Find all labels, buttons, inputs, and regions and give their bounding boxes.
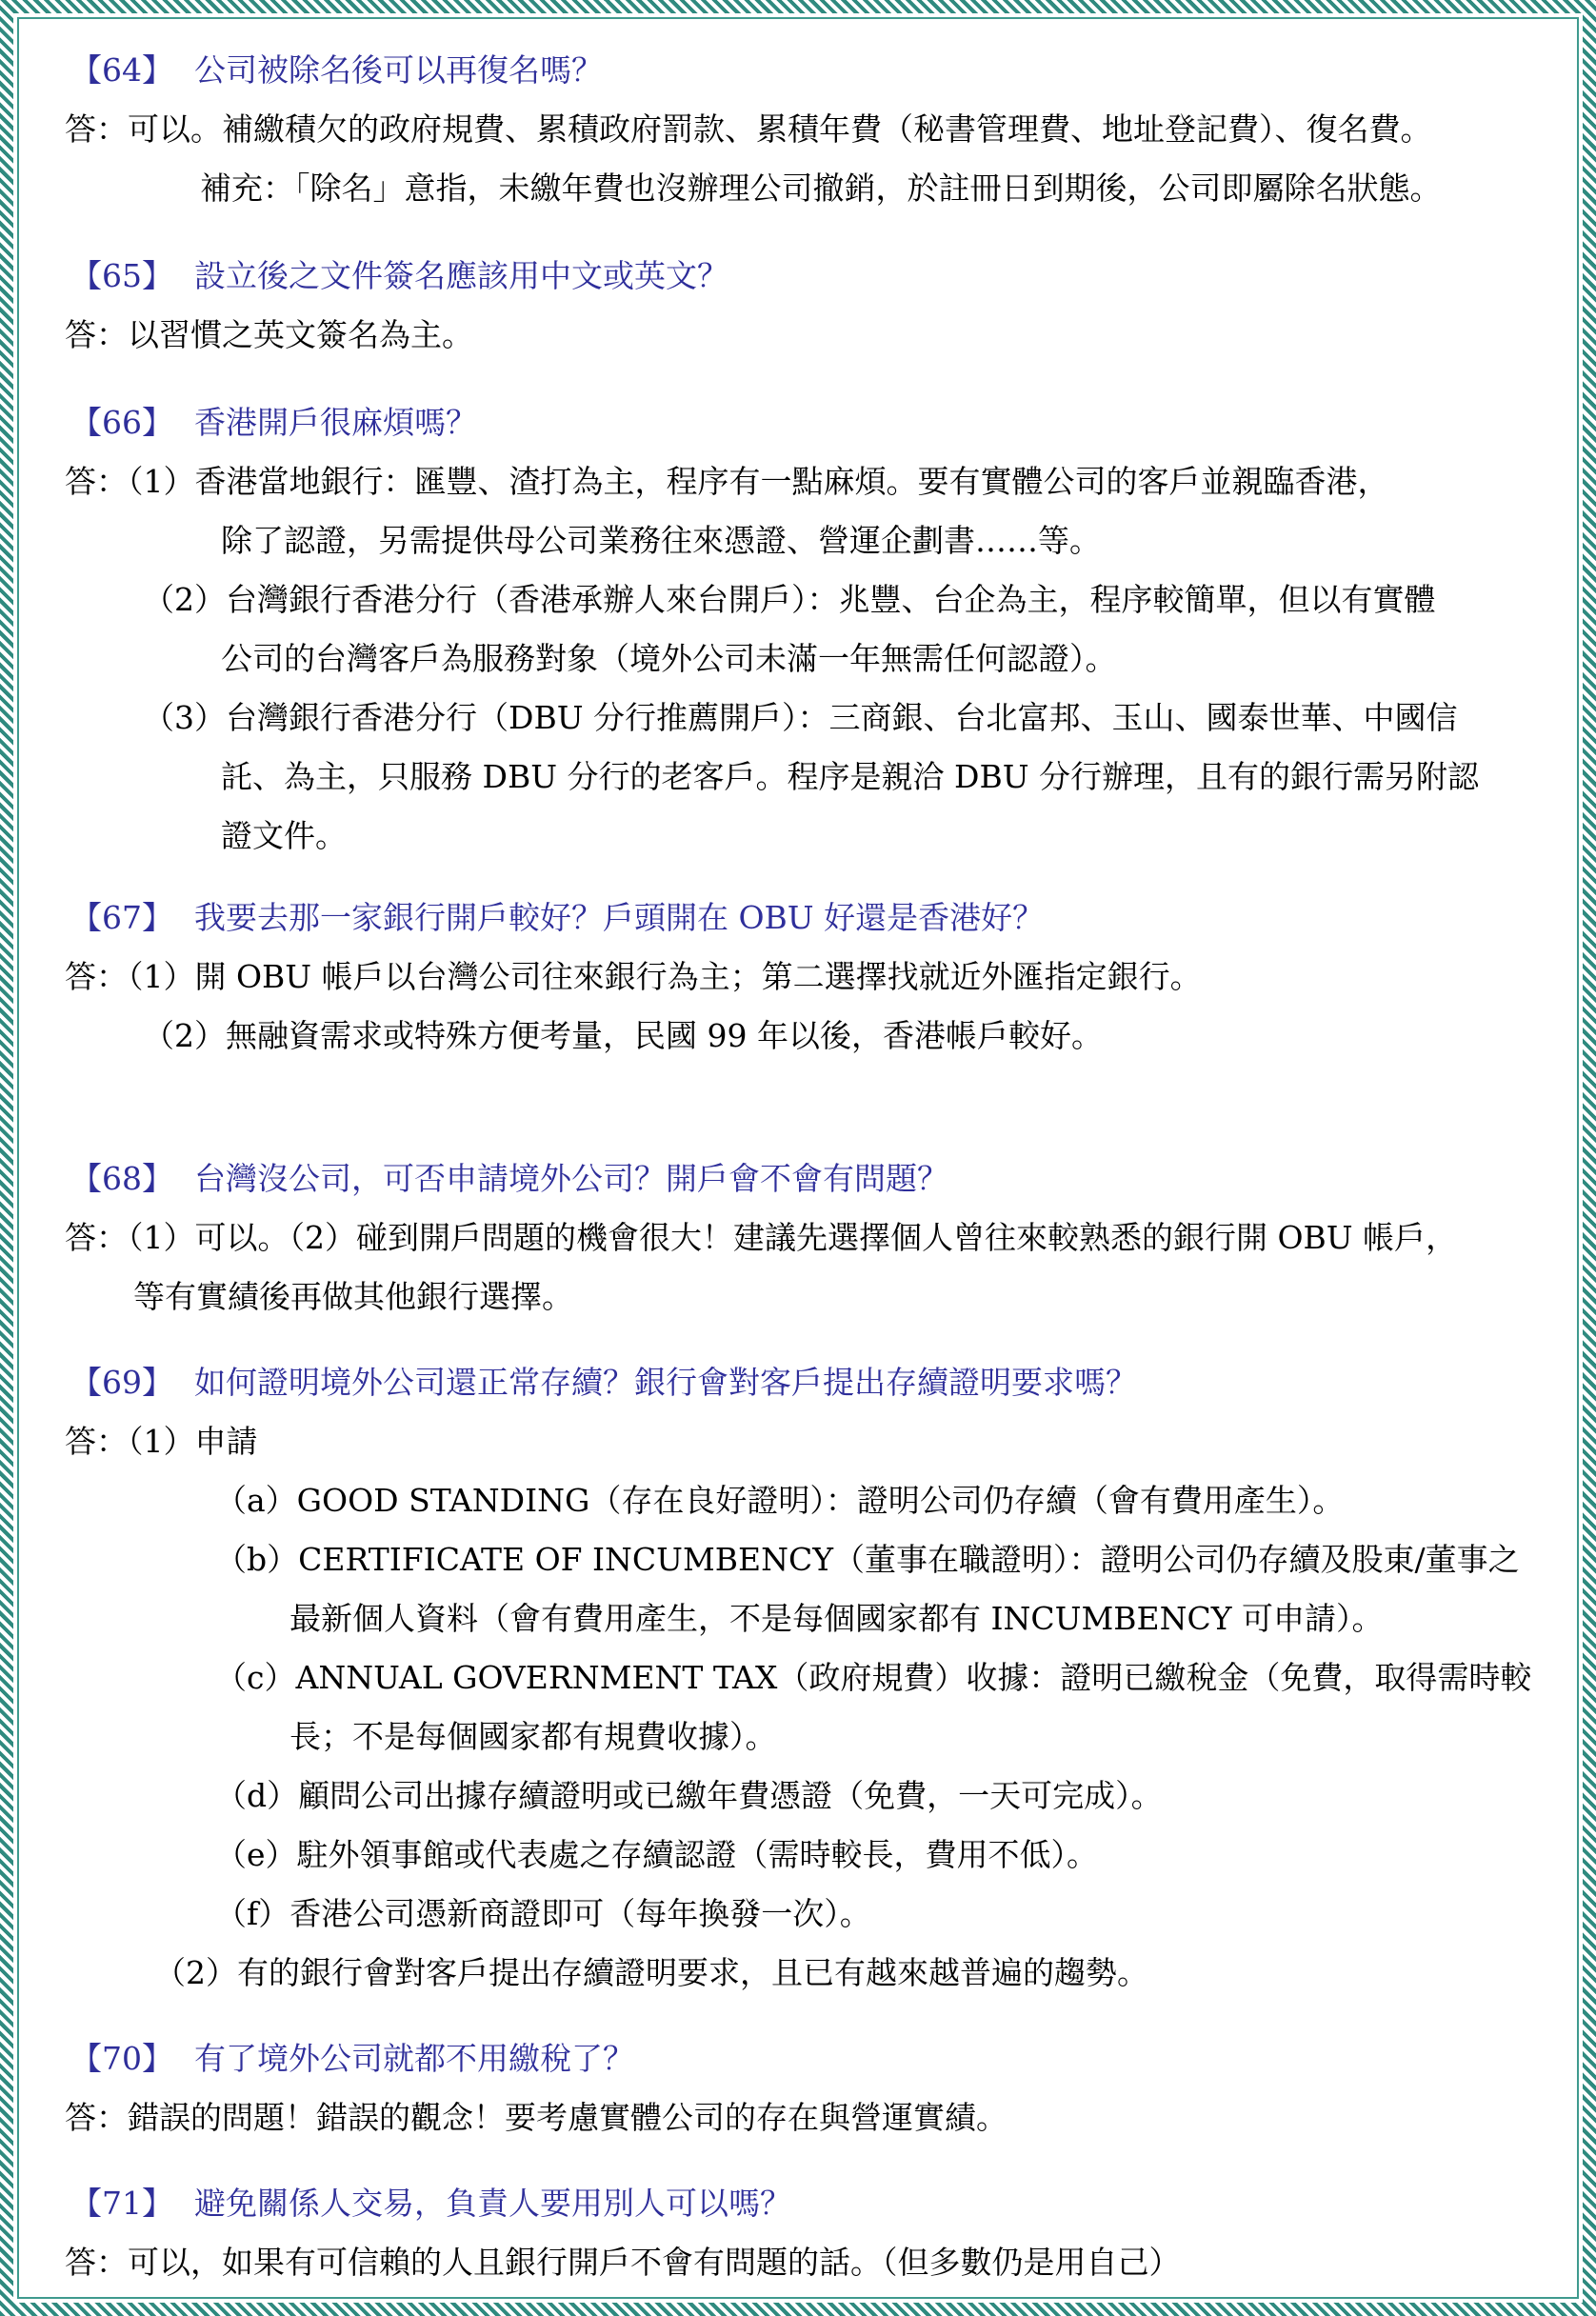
question-69 <box>70 1364 1137 1402</box>
answer-line: 答：以習慣之英文簽名為主。 <box>65 316 473 353</box>
answer-line: 答：可以。補繳積欠的政府規費、累積政府罰款、累積年費（秘書管理費、地址登記費）、復名費。 <box>65 110 1432 148</box>
answer-line: 答：（1）可以。（2）碰到開戶問題的機會很大！建議先選擇個人曾往來較熟悉的銀行開 OBU 帳戶， <box>65 1219 1458 1256</box>
question-68 <box>70 1160 948 1198</box>
answer-line: （3）台灣銀行香港分行（DBU 分行推薦開戶）：三商銀、台北富邦、玉山、國泰世華、中國信 <box>143 699 1458 736</box>
answer-line: 答：（1）申請 <box>65 1423 258 1460</box>
answer-line: 證文件。 <box>221 817 347 854</box>
question-71 <box>70 2185 791 2223</box>
question-number: 【67】 <box>70 899 173 936</box>
answer-line: 答：錯誤的問題！錯誤的觀念！要考慮實體公司的存在與營運實績。 <box>65 2099 1007 2136</box>
answer-line: （a）GOOD STANDING（存在良好證明）：證明公司仍存續（會有費用產生）。 <box>215 1482 1345 1519</box>
question-67 <box>70 899 1044 937</box>
answer-line: 答：（1）香港當地銀行：匯豐、渣打為主，程序有一點麻煩。要有實體公司的客戶並親臨香港， <box>65 463 1389 500</box>
question-text: 設立後之文件簽名應該用中文或英文？ <box>194 257 728 294</box>
question-text: 公司被除名後可以再復名嗎？ <box>194 51 603 89</box>
answer-line: 公司的台灣客戶為服務對象（境外公司未滿一年無需任何認證）。 <box>221 640 1117 677</box>
question-70 <box>70 2040 634 2078</box>
answer-line: （2）台灣銀行香港分行（香港承辦人來台開戶）：兆豐、台企為主，程序較簡單，但以有實體 <box>143 581 1436 618</box>
answer-line: （c）ANNUAL GOVERNMENT TAX（政府規費）收據：證明已繳稅金（免費，取得需時較 <box>215 1659 1532 1696</box>
answer-line: 除了認證，另需提供母公司業務往來憑證、營運企劃書……等。 <box>221 522 1101 559</box>
question-text: 台灣沒公司，可否申請境外公司？開戶會不會有問題？ <box>194 1160 948 1197</box>
answer-line: （2）有的銀行會對客戶提出存續證明要求，且已有越來越普遍的趨勢。 <box>154 1954 1148 1991</box>
answer-line: （f）香港公司憑新商證即可（每年換發一次）。 <box>215 1895 871 1932</box>
answer-line: 答：（1）開 OBU 帳戶以台灣公司往來銀行為主；第二選擇找就近外匯指定銀行。 <box>65 958 1202 995</box>
question-number: 【70】 <box>70 2040 173 2077</box>
answer-line: （2）無融資需求或特殊方便考量，民國 99 年以後，香港帳戶較好。 <box>143 1017 1103 1054</box>
question-number: 【66】 <box>70 404 173 441</box>
question-text: 避免關係人交易，負責人要用別人可以嗎？ <box>194 2185 791 2222</box>
question-66 <box>70 404 477 442</box>
question-text: 有了境外公司就都不用繳稅了？ <box>194 2040 634 2077</box>
question-number: 【65】 <box>70 257 173 294</box>
question-number: 【69】 <box>70 1364 173 1401</box>
question-text: 我要去那一家銀行開戶較好？戶頭開在 OBU 好還是香港好？ <box>194 899 1045 936</box>
answer-line: 最新個人資料（會有費用產生，不是每個國家都有 INCUMBENCY 可申請）。 <box>289 1600 1384 1637</box>
answer-line: 等有實績後再做其他銀行選擇。 <box>133 1278 573 1315</box>
answer-line: （e）駐外領事館或代表處之存續認證（需時較長，費用不低）。 <box>215 1836 1099 1873</box>
question-text: 香港開戶很麻煩嗎？ <box>194 404 477 441</box>
answer-line: （d）顧問公司出據存續證明或已繳年費憑證（免費，一天可完成）。 <box>215 1777 1163 1814</box>
question-number: 【68】 <box>70 1160 173 1197</box>
answer-line: （b）CERTIFICATE OF INCUMBENCY（董事在職證明）：證明公司仍存續及股東/董事之 <box>215 1541 1520 1578</box>
answer-line: 長；不是每個國家都有規費收據）。 <box>289 1718 777 1755</box>
answer-line: 託、為主，只服務 DBU 分行的老客戶。程序是親洽 DBU 分行辦理，且有的銀行需另附認 <box>221 758 1479 795</box>
answer-line: 答：可以，如果有可信賴的人且銀行開戶不會有問題的話。（但多數仍是用自己） <box>65 2244 1181 2281</box>
question-number: 【71】 <box>70 2185 173 2222</box>
question-65 <box>70 257 728 295</box>
question-number: 【64】 <box>70 51 173 89</box>
question-text: 如何證明境外公司還正常存續？銀行會對客戶提出存續證明要求嗎？ <box>194 1364 1137 1401</box>
answer-line: 補充：「除名」意指，未繳年費也沒辦理公司撤銷，於註冊日到期後，公司即屬除名狀態。 <box>200 170 1442 207</box>
question-64 <box>70 51 603 90</box>
